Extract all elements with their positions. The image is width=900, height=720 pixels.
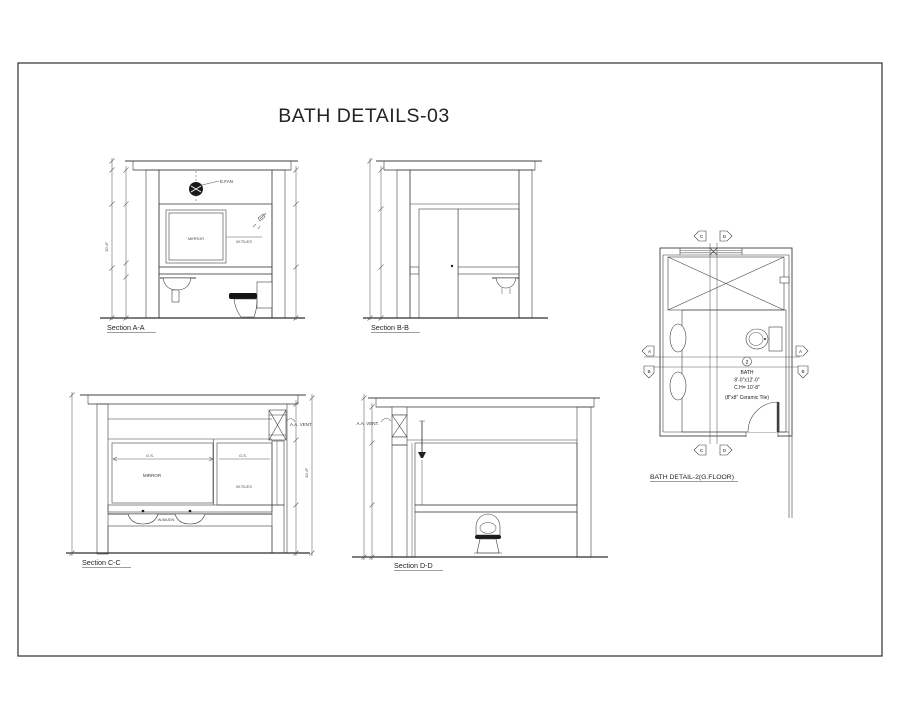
marker-letter: B [647, 369, 651, 374]
door-knob [451, 265, 453, 267]
dimension-chain-right [294, 166, 299, 321]
decor-tile-band [458, 267, 519, 274]
room-name: BATH [740, 370, 754, 376]
section-cc [66, 392, 315, 568]
slab-hatch [88, 395, 298, 404]
shelf-label: G.S. [145, 453, 155, 458]
toilet-seat [229, 293, 257, 299]
tiles-label: W.TILES [236, 239, 252, 244]
floor-finish: (8"x8" Ceramic Tile) [724, 395, 770, 401]
plan-label: BATH DETAIL-2(G.FLOOR) [650, 474, 734, 481]
room-number: 2 [745, 359, 749, 366]
section-dd [352, 394, 608, 571]
dimension-chain-left [368, 158, 384, 321]
wall-left-hatched [392, 445, 407, 557]
page-title: BATH DETAILS-03 [278, 105, 450, 127]
shower-head-icon [418, 452, 426, 458]
wall-right-hatched [577, 407, 591, 557]
marker-letter: B [801, 369, 805, 374]
tiles-label: W.TILES [236, 484, 252, 489]
decor-tile-band [415, 505, 577, 512]
toilet-bowl [234, 299, 257, 317]
marker-letter: A [798, 349, 803, 354]
wash-basin-plan-1 [670, 324, 686, 352]
slab-hatch [384, 161, 535, 170]
vent-label: A.A. VENT. [290, 422, 313, 427]
slab-hatch [376, 398, 594, 407]
ceiling-height: C.H= 10'-8" [734, 385, 760, 391]
door-leaf [777, 402, 780, 432]
marker-letter: D [722, 234, 727, 239]
shower-head-icon [253, 213, 266, 229]
wash-basin-2 [175, 514, 205, 524]
apron-tile-grid [108, 526, 272, 553]
wall-right-hatched [272, 170, 285, 318]
decor-tile-band [159, 267, 272, 274]
section-bb [363, 158, 548, 333]
sink-basin [163, 278, 191, 290]
plan-bath-detail [642, 231, 808, 518]
wall-left-hatched [97, 404, 108, 554]
wall-left-hatched [146, 170, 159, 318]
wall-tile-grid [415, 443, 577, 505]
shelf-label: G.S. [238, 453, 248, 458]
wall-tile-grid [458, 209, 519, 318]
section-aa [100, 158, 305, 333]
basin-label: W.BASIN [157, 517, 175, 522]
toilet-seat [475, 535, 501, 539]
mirror-label: MIRROR [187, 236, 205, 241]
wash-basin-plan-2 [670, 372, 686, 400]
wall-right-hatched [272, 505, 284, 553]
dimension-chain-left [362, 394, 375, 560]
dimension-chain-left [70, 392, 75, 556]
marker-letter: C [699, 448, 704, 453]
marker-letter: D [722, 448, 727, 453]
vent-label: A.A. VENT. [356, 421, 379, 426]
fan-label: E.FAN [220, 179, 234, 184]
overall-dim-text: 10'-8" [104, 241, 109, 252]
wash-basin-1 [128, 514, 158, 524]
room-size: 8'-0"x12'-0" [734, 377, 760, 384]
dimension-chain-left [110, 158, 129, 321]
marker-letter: C [699, 234, 704, 239]
section-cc-label: Section C-C [82, 558, 121, 567]
door [419, 209, 458, 318]
toilet-tank [257, 282, 272, 308]
shower-mixer-icon [780, 277, 789, 283]
sink-basin [496, 278, 516, 288]
section-dd-label: Section D-D [394, 561, 433, 570]
overall-dim-text: 10'-8" [304, 467, 309, 478]
tap-icon [142, 510, 145, 513]
mirror [112, 443, 213, 503]
wall-left-hatched [397, 170, 410, 318]
section-bb-label: Section B-B [371, 323, 409, 332]
wall-right-hatched [519, 170, 532, 318]
mirror-label: MIRROR [142, 473, 162, 478]
toilet-pedestal [477, 539, 499, 553]
marker-letter: A [647, 349, 652, 354]
section-aa-label: Section A-A [107, 323, 145, 332]
slab-hatch [133, 161, 291, 170]
tap-icon [189, 510, 192, 513]
